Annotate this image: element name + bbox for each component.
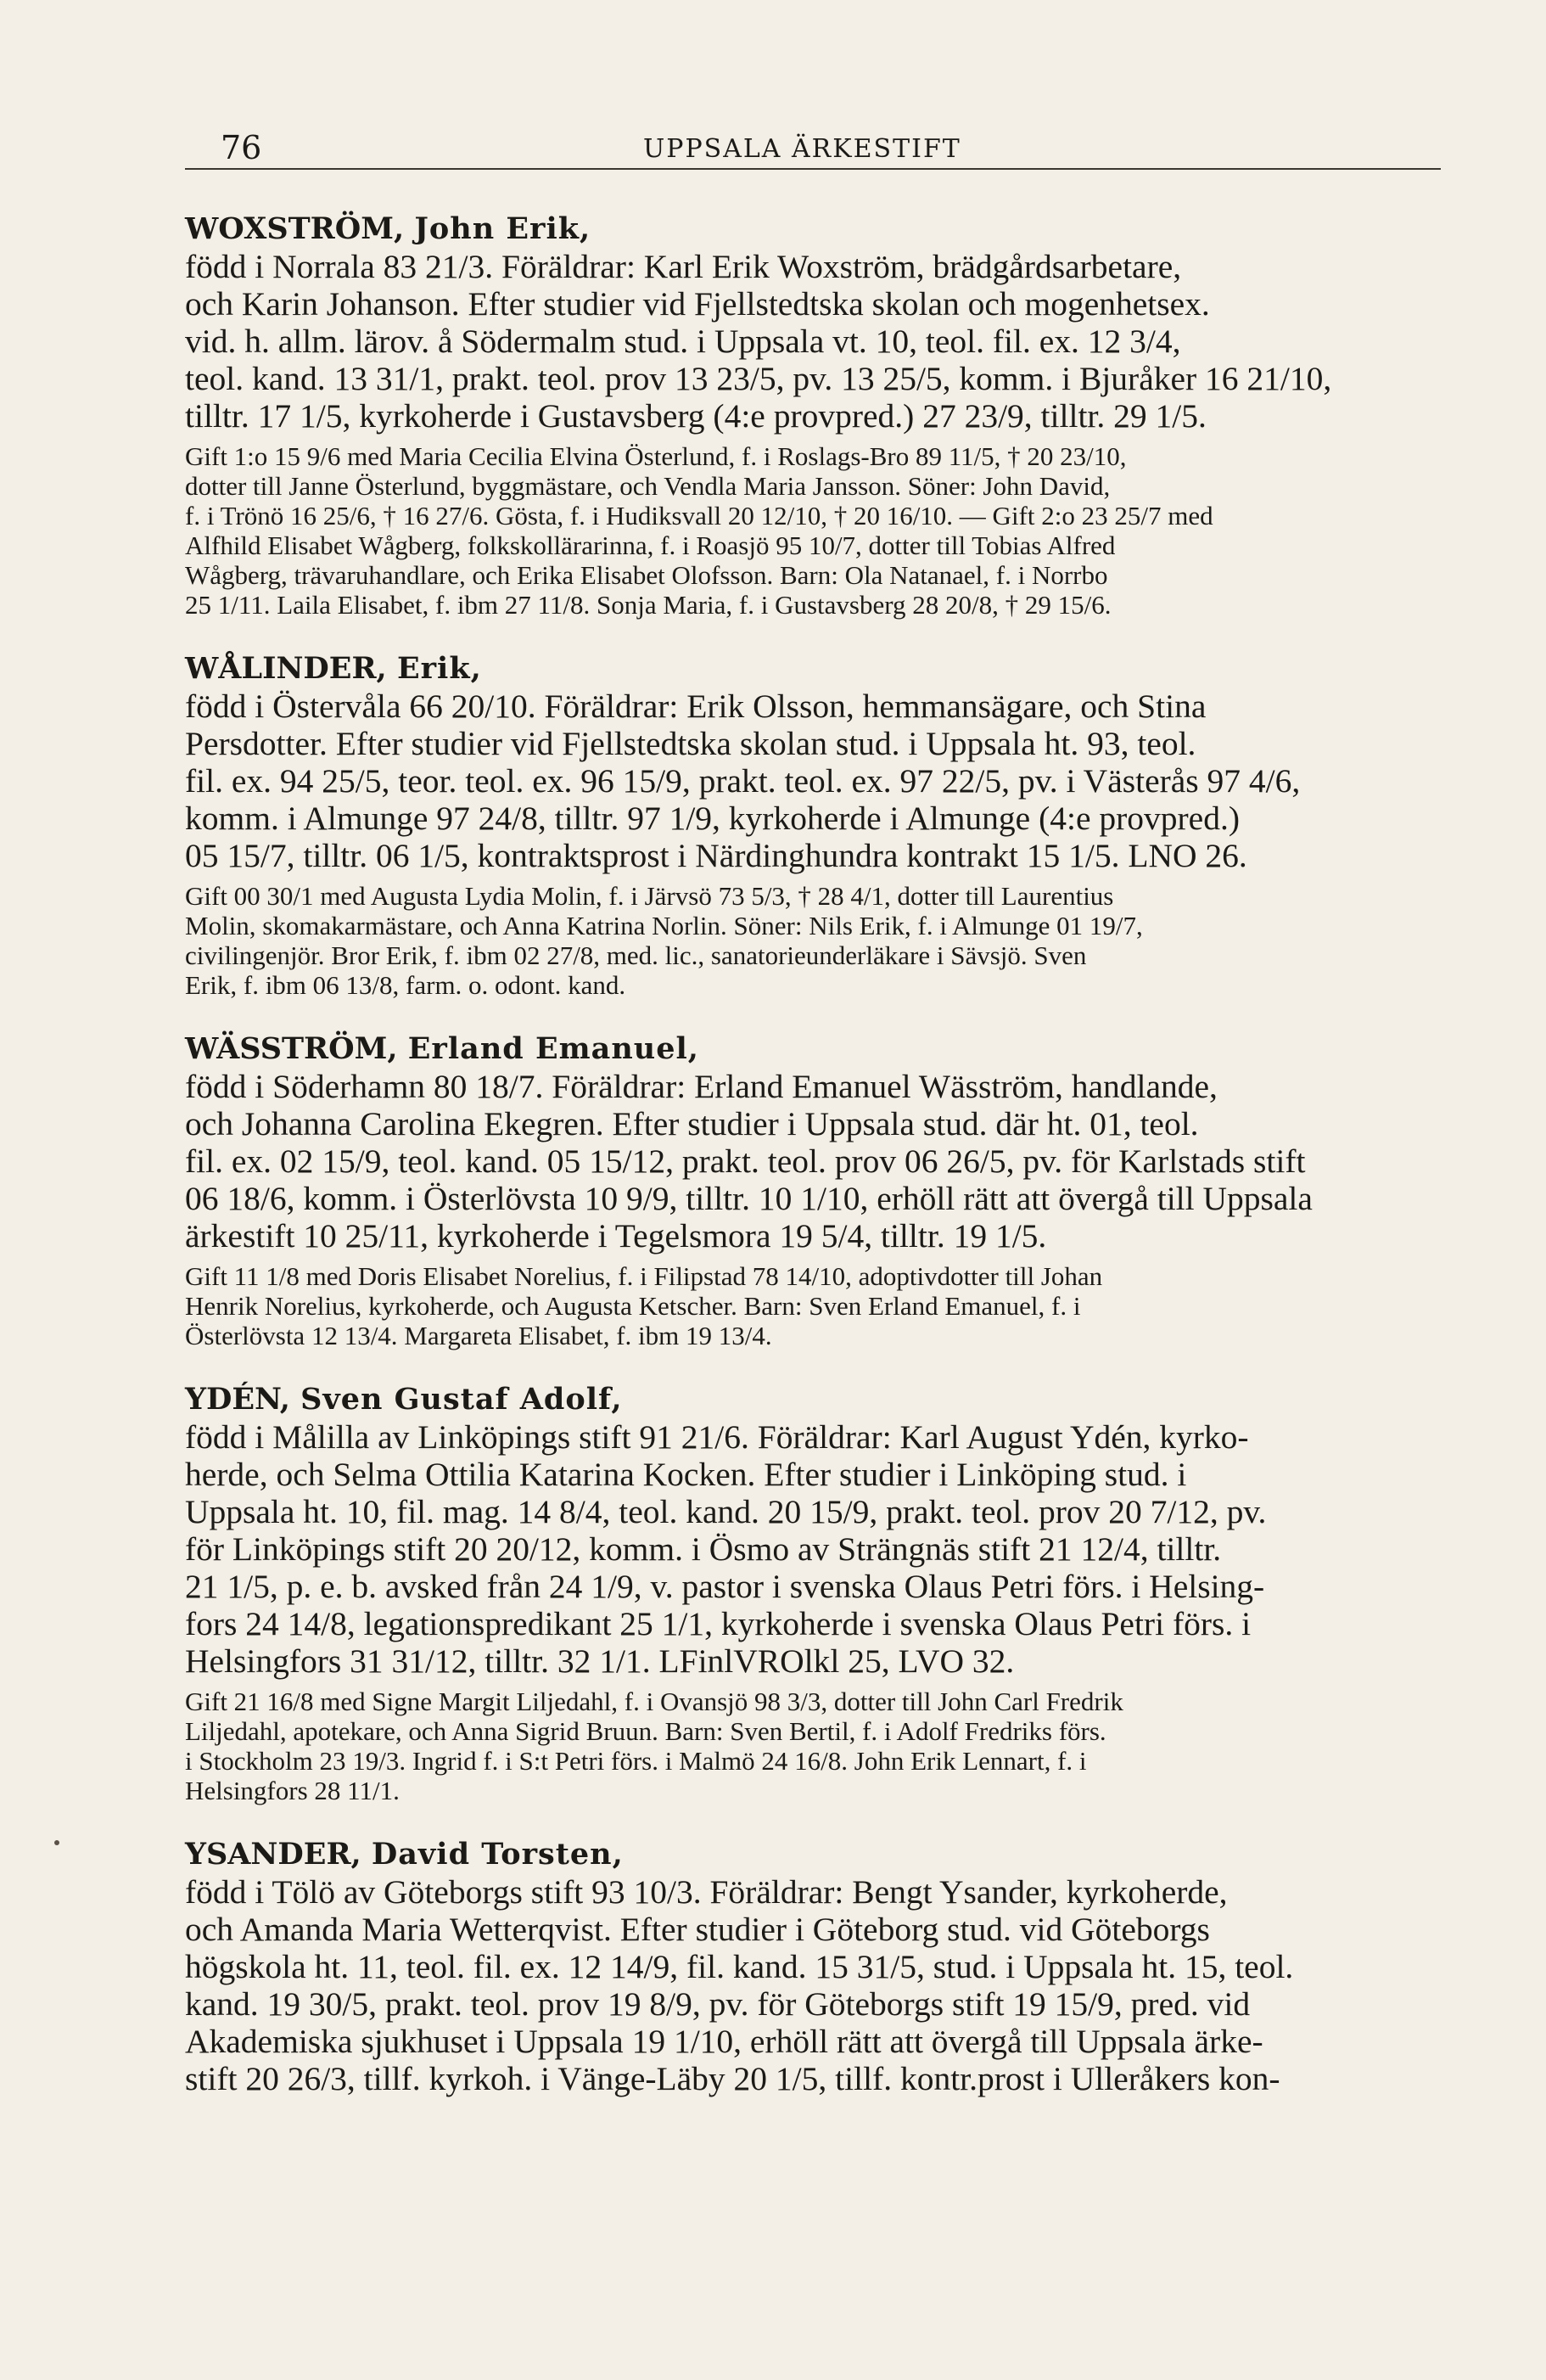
entry-family-text: Gift 11 1/8 med Doris Elisabet Norelius, f. i Filipstad 78 14/10, adoptivdotter till Johan Henrik Norelius, kyrkoherde, och Augusta Ketscher. Barn: Sven Erland Emanuel, f. i Österlövsta 12 13/4. Margareta Elisabet, f. ibm 19 13/4. xyxy=(185,1261,1103,1350)
page-header xyxy=(185,124,1441,170)
entry-heading xyxy=(185,652,1441,686)
entry-career-text: född i Östervåla 66 20/10. Föräldrar: Erik Olsson, hemmansägare, och Stina Persdotter. Efter studier vid Fjellstedtska skolan stud. i Uppsala ht. 93, teol. fil. ex. 94 25/5, teor. teol. ex. 96 15/9, prakt. teol. ex. 97 22/5, pv. i Västerås 97 4/6, komm. i Almunge 97 24/8, tilltr. 97 1/9, kyrkoherde i Almunge (4:e provpred.) 05 15/7, tilltr. 06 1/5, kontraktsprost i Närdinghundra kontrakt 15 1/5. LNO 26. xyxy=(185,688,1301,874)
biography-entry xyxy=(185,652,1441,1000)
entry-career-text: född i Norrala 83 21/3. Föräldrar: Karl Erik Woxström, brädgårdsarbetare, och Karin Johanson. Efter studier vid Fjellstedtska skolan och mogenhetsex. vid. h. allm. lärov. å Södermalm stud. i Uppsala vt. 10, teol. fil. ex. 12 3/4, teol. kand. 13 31/1, prakt. teol. prov 13 23/5, pv. 13 25/5, komm. i Bjuråker 16 21/10, tilltr. 17 1/5, kyrkoherde i Gustavsberg (4:e provpred.) 27 23/9, tilltr. 29 1/5. xyxy=(185,248,1332,435)
biography-entry xyxy=(185,1032,1441,1350)
entry-surname: WÄSSTRÖM, xyxy=(185,1031,398,1066)
entry-heading xyxy=(185,1032,1441,1066)
entry-given-names: John Erik, xyxy=(414,211,591,246)
biography-entry xyxy=(185,1838,1441,2097)
entry-surname: YDÉN, xyxy=(185,1382,290,1417)
entry-given-names: Erland Emanuel, xyxy=(407,1031,699,1066)
entry-heading xyxy=(185,1838,1441,1872)
entry-family-text: Gift 1:o 15 9/6 med Maria Cecilia Elvina Österlund, f. i Roslags-Bro 89 11/5, † 20 23/10, dotter till Janne Österlund, byggmästare, och Vendla Maria Jansson. Söner: John David, f. i Trönö 16 25/6, † 16 27/6. Gösta, f. i Hudiksvall 20 12/10, † 20 16/10. — Gift 2:o 23 25/7 med Alfhild Elisabet Wågberg, folkskollärarinna, f. i Roasjö 95 10/7, dotter till Tobias Alfred Wågberg, trävaruhandlare, och Erika Elisabet Olofsson. Barn: Ola Natanael, f. i Norrbo 25 1/11. Laila Elisabet, f. ibm 27 11/8. Sonja Maria, f. i Gustavsberg 28 20/8, † 29 15/6. xyxy=(185,441,1213,620)
entry-career-text: född i Målilla av Linköpings stift 91 21/6. Föräldrar: Karl August Ydén, kyrko- herde, och Selma Ottilia Katarina Kocken. Efter studier i Linköping stud. i Uppsala ht. 10, fil. mag. 14 8/4, teol. kand. 20 15/9, prakt. teol. prov 20 7/12, pv. för Linköpings stift 20 20/12, komm. i Ösmo av Strängnäs stift 21 12/4, tilltr. 21 1/5, p. e. b. avsked från 24 1/9, v. pastor i svenska Olaus Petri förs. i Helsing- fors 24 14/8, legationspredikant 25 1/1, kyrkoherde i svenska Olaus Petri förs. i Helsingfors 31 31/12, tilltr. 32 1/1. LFinlVROlkl 25, LVO 32. xyxy=(185,1418,1267,1680)
entry-heading xyxy=(185,1383,1441,1417)
entry-heading xyxy=(185,212,1441,246)
entries-column xyxy=(185,212,1441,2130)
entry-career-text: född i Tölö av Göteborgs stift 93 10/3. Föräldrar: Bengt Ysander, kyrkoherde, och Amanda Maria Wetterqvist. Efter studier i Göteborg stud. vid Göteborgs högskola ht. 11, teol. fil. ex. 12 14/9, fil. kand. 15 31/5, stud. i Uppsala ht. 15, teol. kand. 19 30/5, prakt. teol. prov 19 8/9, pv. för Göteborgs stift 19 15/9, pred. vid Akademiska sjukhuset i Uppsala 19 1/10, erhöll rätt att övergå till Uppsala ärke- stift 20 26/3, tillf. kyrkoh. i Vänge-Läby 20 1/5, tillf. kontr.prost i Ulleråkers kon- xyxy=(185,1873,1294,2097)
entry-surname: YSANDER, xyxy=(185,1837,361,1872)
entry-surname: WOXSTRÖM, xyxy=(185,211,405,246)
entry-family-text: Gift 21 16/8 med Signe Margit Liljedahl, f. i Ovansjö 98 3/3, dotter till John Carl Fredrik Liljedahl, apotekare, och Anna Sigrid Bruun. Barn: Sven Bertil, f. i Adolf Fredriks förs. i Stockholm 23 19/3. Ingrid f. i S:t Petri förs. i Malmö 24 16/8. John Erik Lennart, f. i Helsingfors 28 11/1. xyxy=(185,1687,1123,1805)
entry-career-text: född i Söderhamn 80 18/7. Föräldrar: Erland Emanuel Wäsström, handlande, och Johanna Carolina Ekegren. Efter studier i Uppsala stud. där ht. 01, teol. fil. ex. 02 15/9, teol. kand. 05 15/12, prakt. teol. prov 06 26/5, pv. för Karlstads stift 06 18/6, komm. i Österlövsta 10 9/9, tilltr. 10 1/10, erhöll rätt att övergå till Uppsala ärkestift 10 25/11, kyrkoherde i Tegelsmora 19 5/4, tilltr. 19 1/5. xyxy=(185,1068,1313,1255)
running-head: UPPSALA ÄRKESTIFT xyxy=(643,134,961,164)
entry-given-names: Erik, xyxy=(396,651,482,686)
entry-given-names: David Torsten, xyxy=(371,1837,624,1872)
entry-surname: WÅLINDER, xyxy=(185,651,387,686)
entry-given-names: Sven Gustaf Adolf, xyxy=(300,1382,623,1417)
biography-entry xyxy=(185,212,1441,620)
margin-speck xyxy=(54,1840,59,1845)
page-number: 76 xyxy=(221,129,262,166)
biography-entry xyxy=(185,1383,1441,1805)
entry-family-text: Gift 00 30/1 med Augusta Lydia Molin, f. i Järvsö 73 5/3, † 28 4/1, dotter till Laurentius Molin, skomakarmästare, och Anna Katrina Norlin. Söner: Nils Erik, f. i Almunge 01 19/7, civilingenjör. Bror Erik, f. ibm 02 27/8, med. lic., sanatorieunderläkare i Sävsjö. Sven Erik, f. ibm 06 13/8, farm. o. odont. kand. xyxy=(185,881,1143,1000)
